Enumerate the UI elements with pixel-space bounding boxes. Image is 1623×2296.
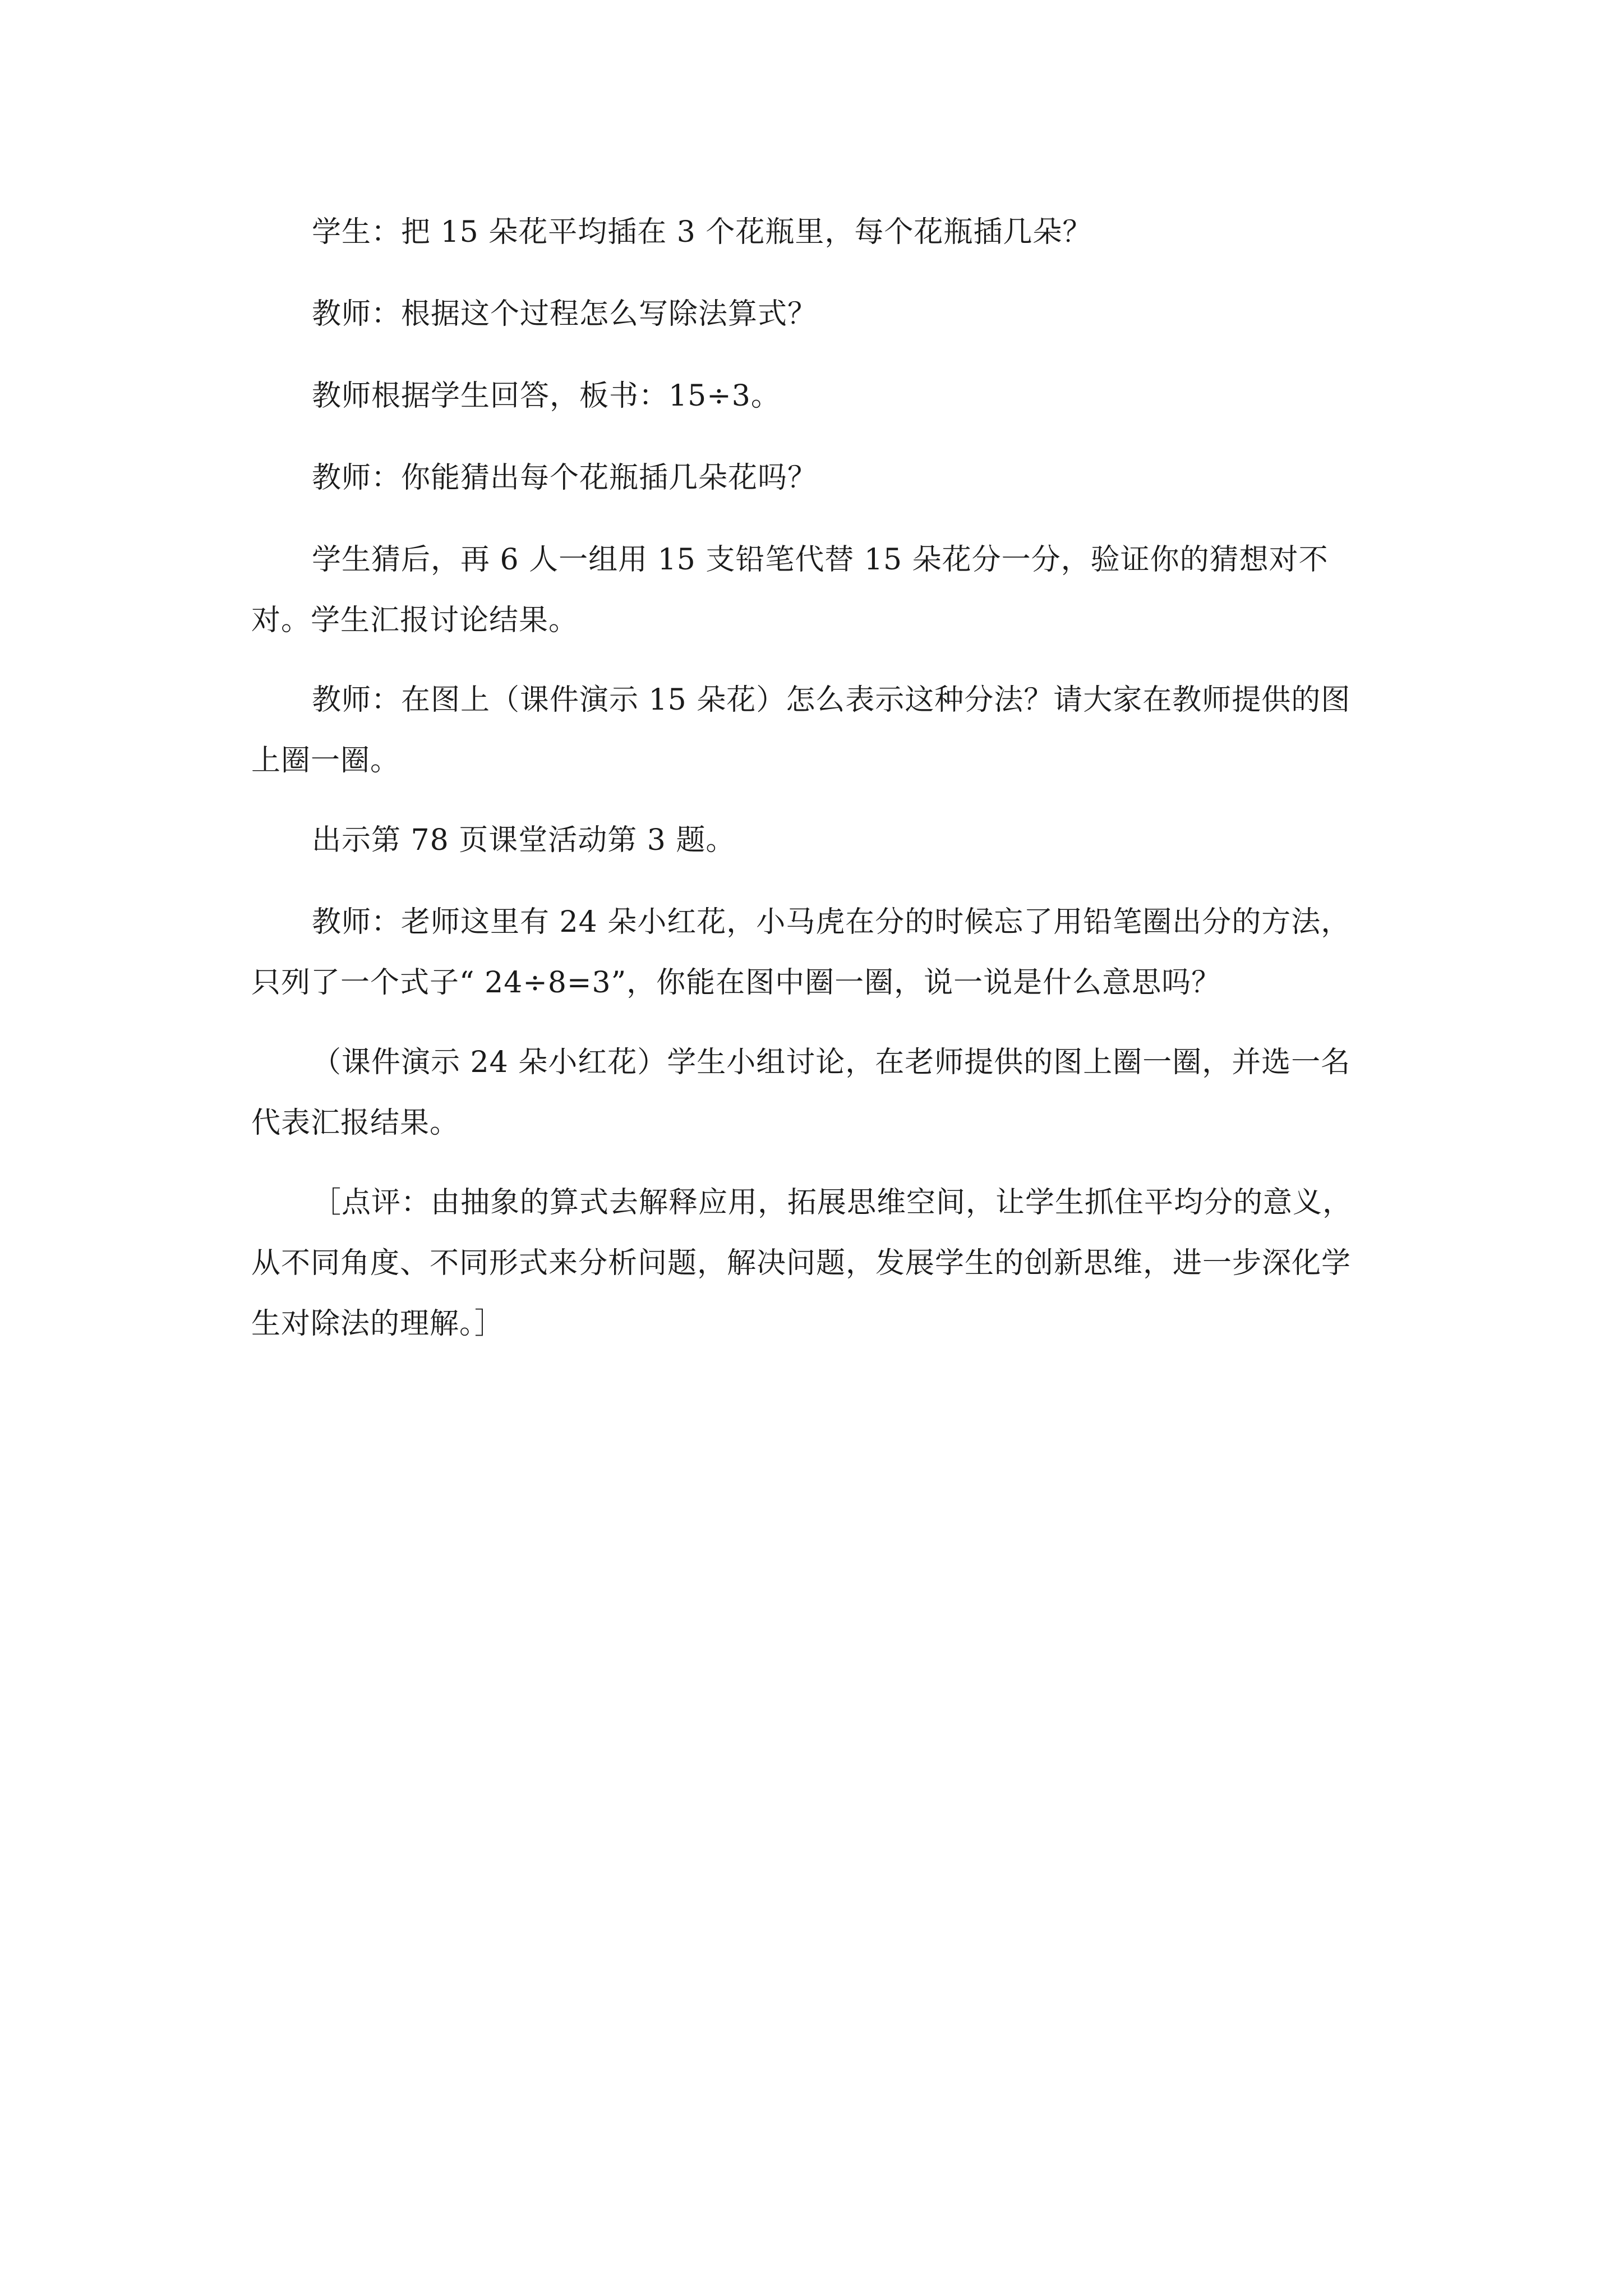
- document-body: [251, 202, 1378, 1375]
- paragraph-4: 教师：你能猜出每个花瓶插几朵花吗？: [312, 461, 818, 495]
- paragraph-7: 出示第 78 页课堂活动第 3 题。: [312, 823, 736, 857]
- paragraph-5: 学生猜后，再 6 人一组用 15 支铅笔代替 15 朵花分一分，验证你的猜想对不对。学生汇报讨论结果。: [251, 543, 1329, 637]
- paragraph-9: （课件演示 24 朵小红花）学生小组讨论，在老师提供的图上圈一圈，并选一名代表汇报结果。: [251, 1046, 1351, 1140]
- paragraph-6: 教师：在图上（课件演示 15 朵花）怎么表示这种分法？请大家在教师提供的图上圈一圈。: [251, 683, 1351, 777]
- paragraph-2: 教师：根据这个过程怎么写除法算式？: [312, 297, 818, 331]
- comment-paragraph: ［点评：由抽象的算式去解释应用，拓展思维空间，让学生抓住平均分的意义，从不同角度、不同形式来分析问题，解决问题，发展学生的创新思维，进一步深化学生对除法的理解。］: [251, 1186, 1353, 1341]
- paragraph-3: 教师根据学生回答，板书：15÷3。: [312, 379, 781, 413]
- paragraph-8: 教师：老师这里有 24 朵小红花，小马虎在分的时候忘了用铅笔圈出分的方法，只列了一个式子“ 24÷8=3”，你能在图中圈一圈，说一说是什么意思吗？: [251, 905, 1351, 1000]
- paragraph-1: 学生：把 15 朵花平均插在 3 个花瓶里，每个花瓶插几朵？: [312, 215, 1092, 249]
